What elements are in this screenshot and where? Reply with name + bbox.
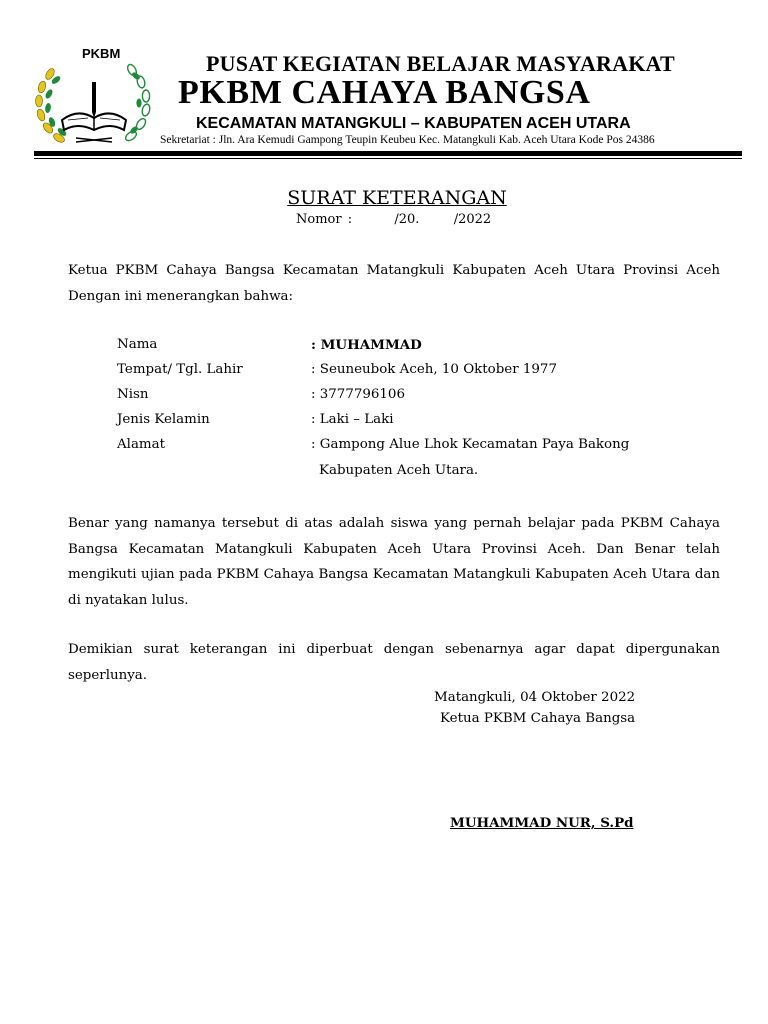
body-line-4: di nyatakan lulus. bbox=[68, 592, 189, 608]
field-label-alamat: Alamat bbox=[117, 437, 165, 452]
field-label-nisn: Nisn bbox=[117, 387, 149, 402]
field-value-alamat-cont: Kabupaten Aceh Utara. bbox=[319, 463, 479, 478]
intro-line-1: Ketua PKBM Cahaya Bangsa Kecamatan Matangkuli Kabupaten Aceh Utara Provinsi Aceh bbox=[68, 263, 720, 278]
number-label: Nomor : bbox=[296, 212, 353, 227]
signature-position: Ketua PKBM Cahaya Bangsa bbox=[440, 711, 636, 726]
intro-paragraph bbox=[68, 258, 720, 309]
intro-line-2: Dengan ini menerangkan bahwa: bbox=[68, 288, 294, 304]
number-part2: /2022 bbox=[453, 212, 492, 227]
letterhead-divider-thin bbox=[34, 158, 742, 159]
letterhead-institution-name: PKBM CAHAYA BANGSA bbox=[178, 74, 591, 111]
signature-name: MUHAMMAD NUR, S.Pd bbox=[450, 815, 634, 831]
letterhead-institution-type: PUSAT KEGIATAN BELAJAR MASYARAKAT bbox=[206, 51, 675, 76]
field-label-nama: Nama bbox=[117, 337, 158, 352]
logo-text: PKBM bbox=[82, 46, 121, 61]
field-value-ttl: : Seuneubok Aceh, 10 Oktober 1977 bbox=[311, 362, 557, 377]
body-line-1: Benar yang namanya tersebut di atas adalah siswa yang pernah belajar pada PKBM Cahaya bbox=[68, 516, 720, 531]
closing-line-2: seperlunya. bbox=[68, 667, 148, 683]
closing-paragraph bbox=[68, 637, 720, 688]
field-value-nisn: : 3777796106 bbox=[311, 387, 405, 402]
letterhead-address: Sekretariat : Jln. Ara Kemudi Gampong Teupin Keubeu Kec. Matangkuli Kab. Aceh Utara Kode Pos 24386 bbox=[160, 134, 655, 146]
document-title: SURAT KETERANGAN bbox=[287, 187, 507, 209]
number-part1: /20. bbox=[394, 212, 420, 227]
document-number bbox=[296, 212, 491, 227]
letterhead-divider-thick bbox=[34, 151, 742, 156]
body-line-2: Bangsa Kecamatan Matangkuli Kabupaten Aceh Utara Provinsi Aceh. Dan Benar telah bbox=[68, 541, 720, 557]
signature-place-date: Matangkuli, 04 Oktober 2022 bbox=[434, 690, 636, 705]
body-paragraph bbox=[68, 511, 720, 613]
field-label-ttl: Tempat/ Tgl. Lahir bbox=[117, 362, 243, 377]
closing-line-1: Demikian surat keterangan ini diperbuat dengan sebenarnya agar dapat dipergunakan bbox=[68, 642, 720, 657]
field-value-nama: : MUHAMMAD bbox=[311, 337, 422, 353]
body-line-3: mengikuti ujian pada PKBM Cahaya Bangsa Kecamatan Matangkuli Kabupaten Aceh Utara dan bbox=[68, 567, 720, 582]
field-value-jenis-kelamin: : Laki – Laki bbox=[311, 412, 394, 427]
field-label-jenis-kelamin: Jenis Kelamin bbox=[117, 412, 210, 427]
letterhead-region: KECAMATAN MATANGKULI – KABUPATEN ACEH UTARA bbox=[196, 115, 631, 132]
pkbm-logo bbox=[28, 42, 166, 154]
field-value-alamat: : Gampong Alue Lhok Kecamatan Paya Bakong bbox=[311, 437, 630, 452]
